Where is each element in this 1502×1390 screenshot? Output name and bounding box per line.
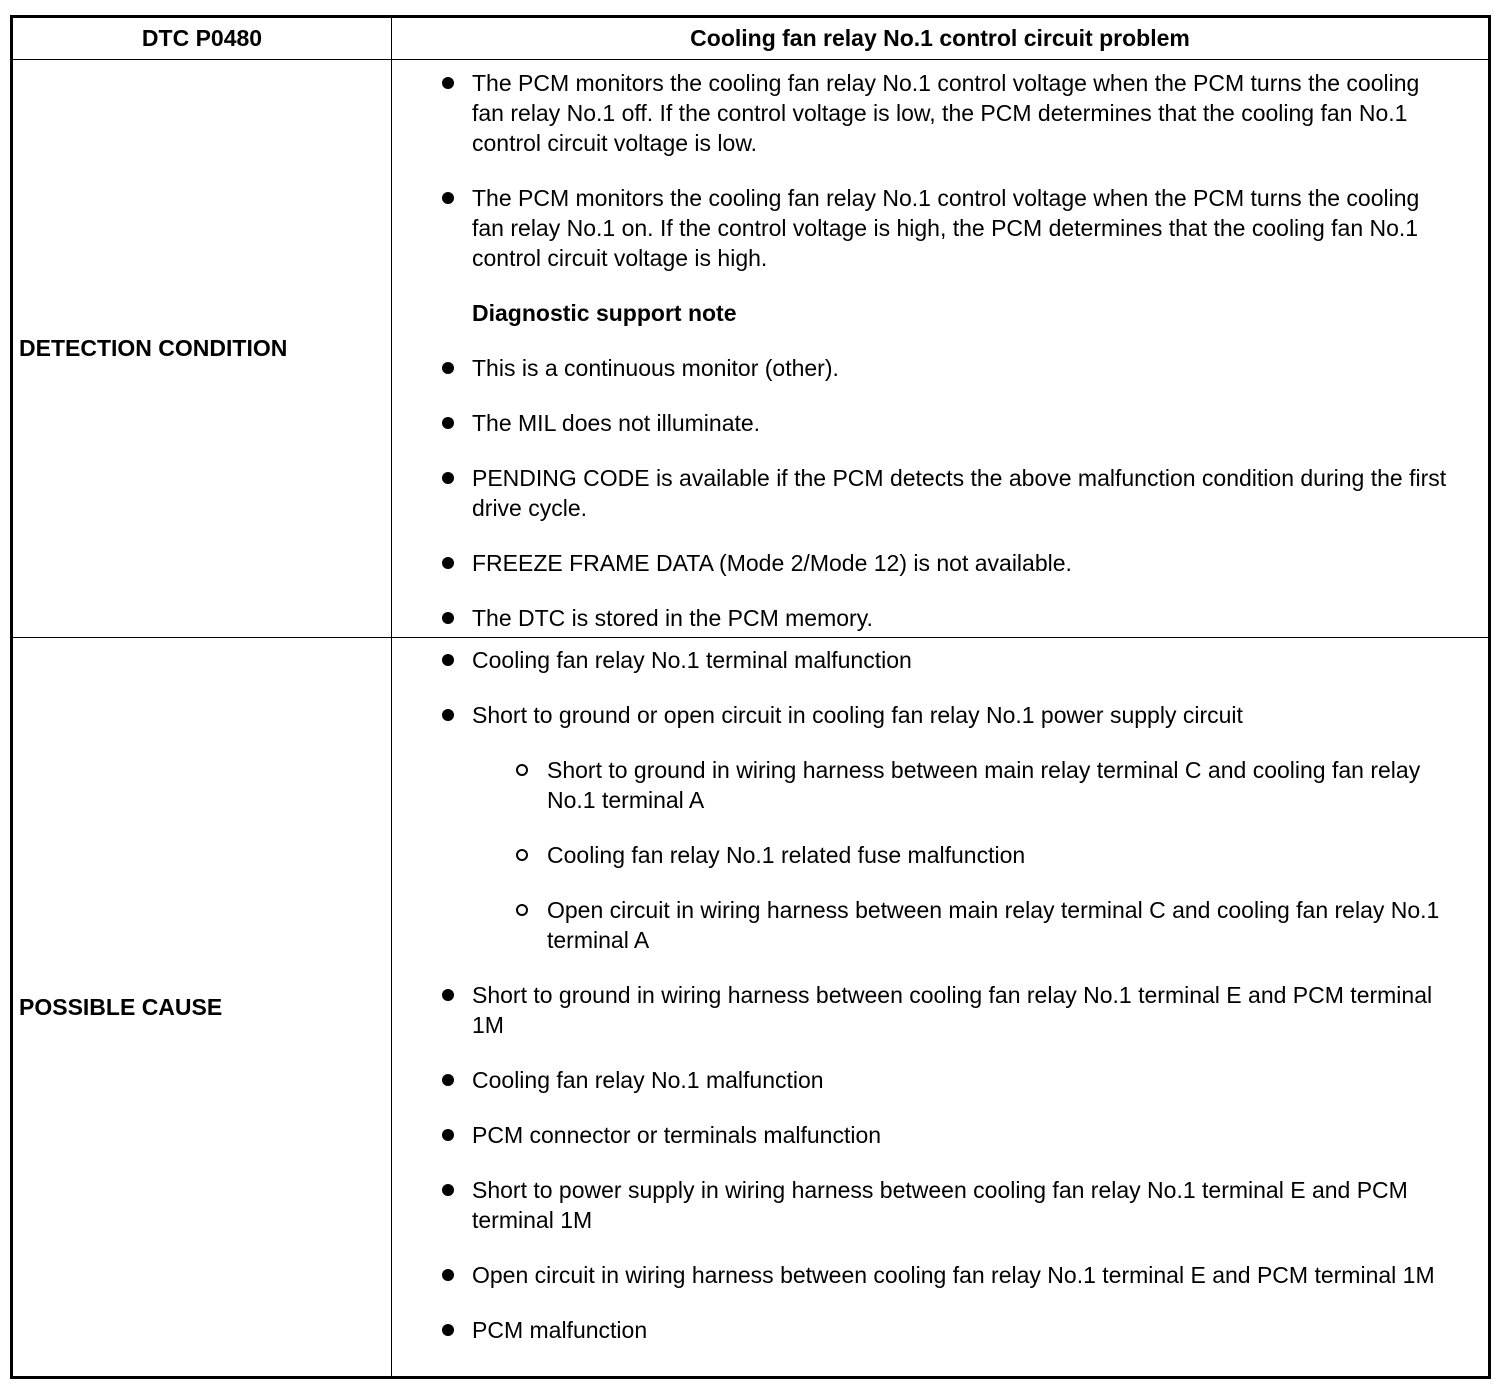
dtc-code-header: DTC P0480 bbox=[12, 17, 392, 60]
possible-cause-item bbox=[392, 1120, 1488, 1150]
detection-item: The DTC is stored in the PCM memory. bbox=[392, 603, 1488, 633]
detection-item: The PCM monitors the cooling fan relay No.1 control voltage when the PCM turns the cooling fan relay No.1 on. If the control voltage is high, the PCM determines that the cooling fan No.1 control circuit voltage is high. bbox=[392, 183, 1488, 273]
possible-cause-item bbox=[392, 1315, 1488, 1345]
possible-cause-text: Short to ground or open circuit in cooling fan relay No.1 power supply circuit bbox=[472, 702, 1243, 728]
possible-cause-content bbox=[392, 638, 1490, 1378]
possible-cause-item bbox=[392, 700, 1488, 955]
detection-item: The PCM monitors the cooling fan relay No.1 control voltage when the PCM turns the cooling fan relay No.1 off. If the control voltage is low, the PCM determines that the cooling fan No.1 control circuit voltage is low. bbox=[392, 68, 1488, 158]
possible-cause-text: Open circuit in wiring harness between cooling fan relay No.1 terminal E and PCM terminal 1M bbox=[472, 1262, 1435, 1288]
possible-cause-item bbox=[392, 1175, 1488, 1235]
possible-cause-subitem: Cooling fan relay No.1 related fuse malfunction bbox=[472, 840, 1448, 870]
possible-cause-row bbox=[12, 638, 1490, 1378]
detection-item: The MIL does not illuminate. bbox=[392, 408, 1488, 438]
detection-item: This is a continuous monitor (other). bbox=[392, 353, 1488, 383]
header-row bbox=[12, 17, 1490, 60]
possible-cause-list bbox=[392, 645, 1488, 1345]
possible-cause-text: PCM connector or terminals malfunction bbox=[472, 1122, 882, 1148]
possible-cause-text: Cooling fan relay No.1 malfunction bbox=[472, 1067, 824, 1093]
detection-item: PENDING CODE is available if the PCM detects the above malfunction condition during the first drive cycle. bbox=[392, 463, 1488, 523]
possible-cause-text: Short to power supply in wiring harness between cooling fan relay No.1 terminal E and PCM terminal 1M bbox=[472, 1177, 1408, 1233]
possible-cause-label: POSSIBLE CAUSE bbox=[12, 638, 392, 1378]
dtc-title-header: Cooling fan relay No.1 control circuit problem bbox=[392, 17, 1490, 60]
possible-cause-text: Short to ground in wiring harness between cooling fan relay No.1 terminal E and PCM terminal 1M bbox=[472, 982, 1433, 1038]
possible-cause-item bbox=[392, 980, 1488, 1040]
detection-item: FREEZE FRAME DATA (Mode 2/Mode 12) is not available. bbox=[392, 548, 1488, 578]
possible-cause-item bbox=[392, 1065, 1488, 1095]
possible-cause-subitem: Short to ground in wiring harness between main relay terminal C and cooling fan relay No.1 terminal A bbox=[472, 755, 1448, 815]
detection-condition-label: DETECTION CONDITION bbox=[12, 60, 392, 638]
dtc-table bbox=[10, 15, 1491, 1379]
possible-cause-sublist bbox=[472, 755, 1448, 955]
detection-row bbox=[12, 60, 1490, 638]
possible-cause-item bbox=[392, 645, 1488, 675]
possible-cause-item bbox=[392, 1260, 1488, 1290]
detection-condition-content bbox=[392, 60, 1490, 638]
diagnostic-support-note-heading: Diagnostic support note bbox=[472, 300, 737, 326]
possible-cause-subitem: Open circuit in wiring harness between main relay terminal C and cooling fan relay No.1 terminal A bbox=[472, 895, 1448, 955]
possible-cause-text: Cooling fan relay No.1 terminal malfunction bbox=[472, 647, 912, 673]
possible-cause-text: PCM malfunction bbox=[472, 1317, 648, 1343]
detection-list bbox=[392, 68, 1488, 633]
